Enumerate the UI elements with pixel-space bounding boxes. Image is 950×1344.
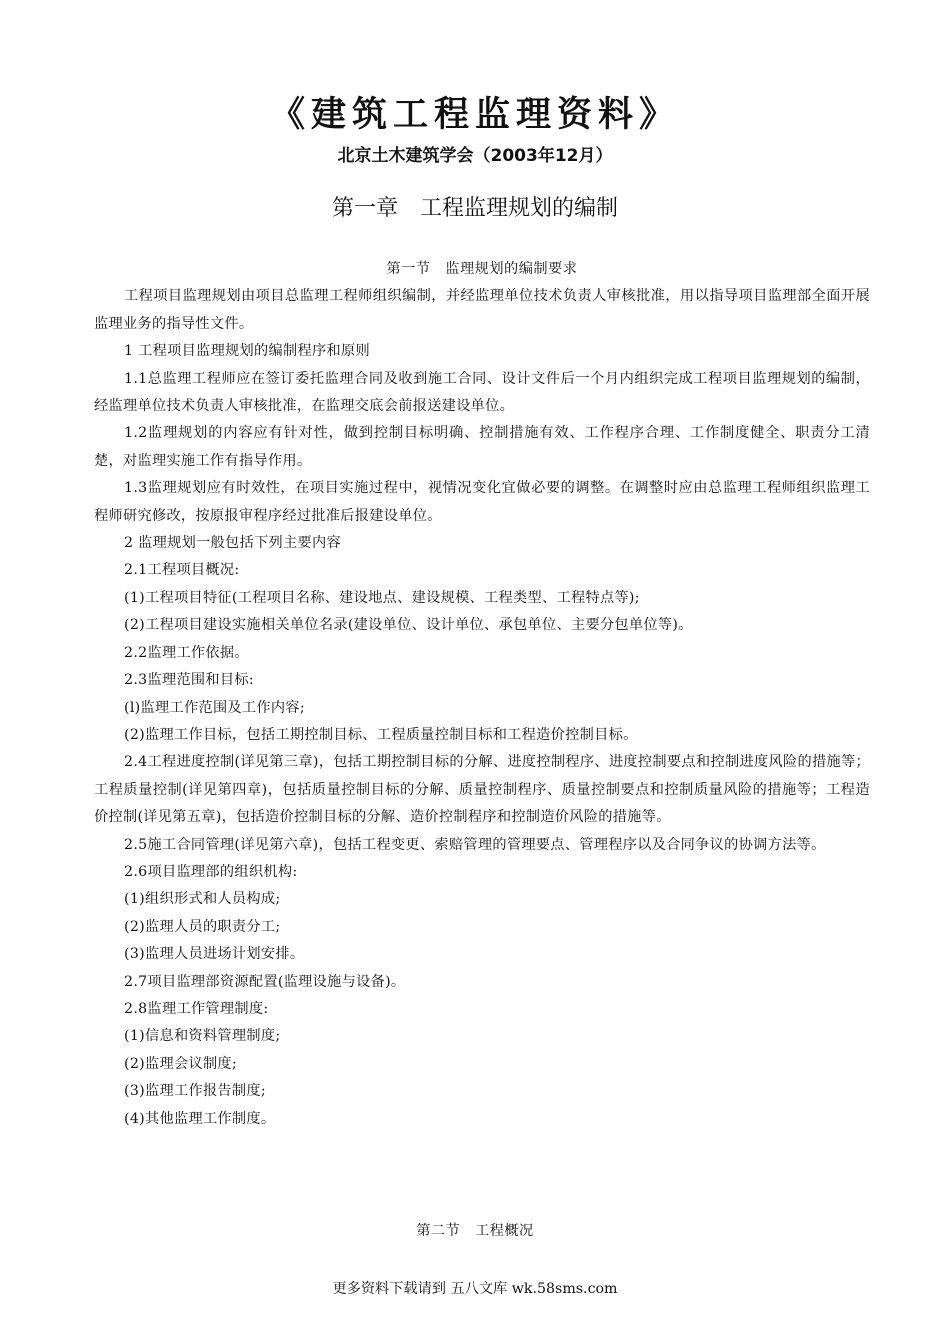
footer-note: 更多资料下载请到 五八文库 wk.58sms.com [332, 1281, 618, 1297]
paragraph: 2.1工程项目概况: [124, 562, 240, 579]
paragraph: 2.3监理范围和目标: [124, 672, 254, 689]
paragraph: (2)监理人员的职责分工; [124, 918, 281, 935]
paragraph: 1 工程项目监理规划的编制程序和原则 [124, 343, 370, 360]
section-heading: 第一节 监理规划的编制要求 [386, 261, 578, 277]
document-title: 《建筑工程监理资料》 [269, 95, 680, 135]
paragraph: (1)工程项目特征(工程项目名称、建设地点、建设规模、工程类型、工程特点等); [124, 589, 640, 606]
paragraph: 2.6项目监理部的组织机构: [124, 863, 298, 880]
paragraph: (3)监理人员进场计划安排。 [124, 946, 305, 963]
paragraph: (1)信息和资料管理制度; [124, 1028, 281, 1045]
paragraph: 2 监理规划一般包括下列主要内容 [124, 535, 341, 552]
paragraph: (3)监理工作报告制度; [124, 1083, 266, 1100]
paragraph: (2)工程项目建设实施相关单位名录(建设单位、设计单位、承包单位、主要分包单位等)。 [124, 617, 693, 634]
paragraph: 2.2监理工作依据。 [124, 644, 249, 661]
document-subtitle: 北京土木建筑学会（2003年12月） [337, 146, 613, 166]
document-body [94, 256, 870, 1133]
paragraph: (2)监理会议制度; [124, 1055, 238, 1072]
paragraph: 2.4工程进度控制(详见第三章)，包括工期控制目标的分解、进度控制程序、进度控制要点和控制进度风险的措施等；工程质量控制(详见第四章)，包括质量控制目标的分解、质量控制程序、质量控制要点和控制质量风险的措施等；工程造价控制(详见第五章)，包括造价控制目标的分解、造价控制程序和控制造价风险的措施等。 [94, 754, 870, 826]
paragraph: 1.3监理规划应有时效性，在项目实施过程中，视情况变化宜做必要的调整。在调整时应由总监理工程师组织监理工程师研究修改，按原报审程序经过批准后报建设单位。 [94, 480, 870, 524]
paragraph: (1)组织形式和人员构成; [124, 891, 281, 908]
paragraph: 工程项目监理规划由项目总监理工程师组织编制，并经监理单位技术负责人审核批准，用以指导项目监理部全面开展监理业务的指导性文件。 [94, 288, 870, 332]
paragraph: 1.1总监理工程师应在签订委托监理合同及收到施工合同、设计文件后一个月内组织完成工程项目监理规划的编制，经监理单位技术负责人审核批准，在监理交底会前报送建设单位。 [94, 370, 870, 415]
paragraph: (4)其他监理工作制度。 [124, 1110, 276, 1127]
paragraph: 2.5施工合同管理(详见第六章)，包括工程变更、索赔管理的管理要点、管理程序以及合同争议的协调方法等。 [124, 836, 826, 853]
chapter-heading: 第一章 工程监理规划的编制 [331, 196, 618, 221]
paragraph: (l)监理工作范围及工作内容; [124, 699, 305, 716]
paragraph: (2)监理工作目标，包括工期控制目标、工程质量控制目标和工程造价控制目标。 [124, 726, 638, 743]
section-heading-2: 第二节 工程概况 [416, 1223, 534, 1239]
paragraph: 1.2监理规划的内容应有针对性，做到控制目标明确、控制措施有效、工作程序合理、工作制度健全、职责分工清楚，对监理实施工作有指导作用。 [94, 425, 870, 469]
paragraph: 2.8监理工作管理制度: [124, 1000, 269, 1017]
paragraph: 2.7项目监理部资源配置(监理设施与设备)。 [124, 973, 406, 990]
